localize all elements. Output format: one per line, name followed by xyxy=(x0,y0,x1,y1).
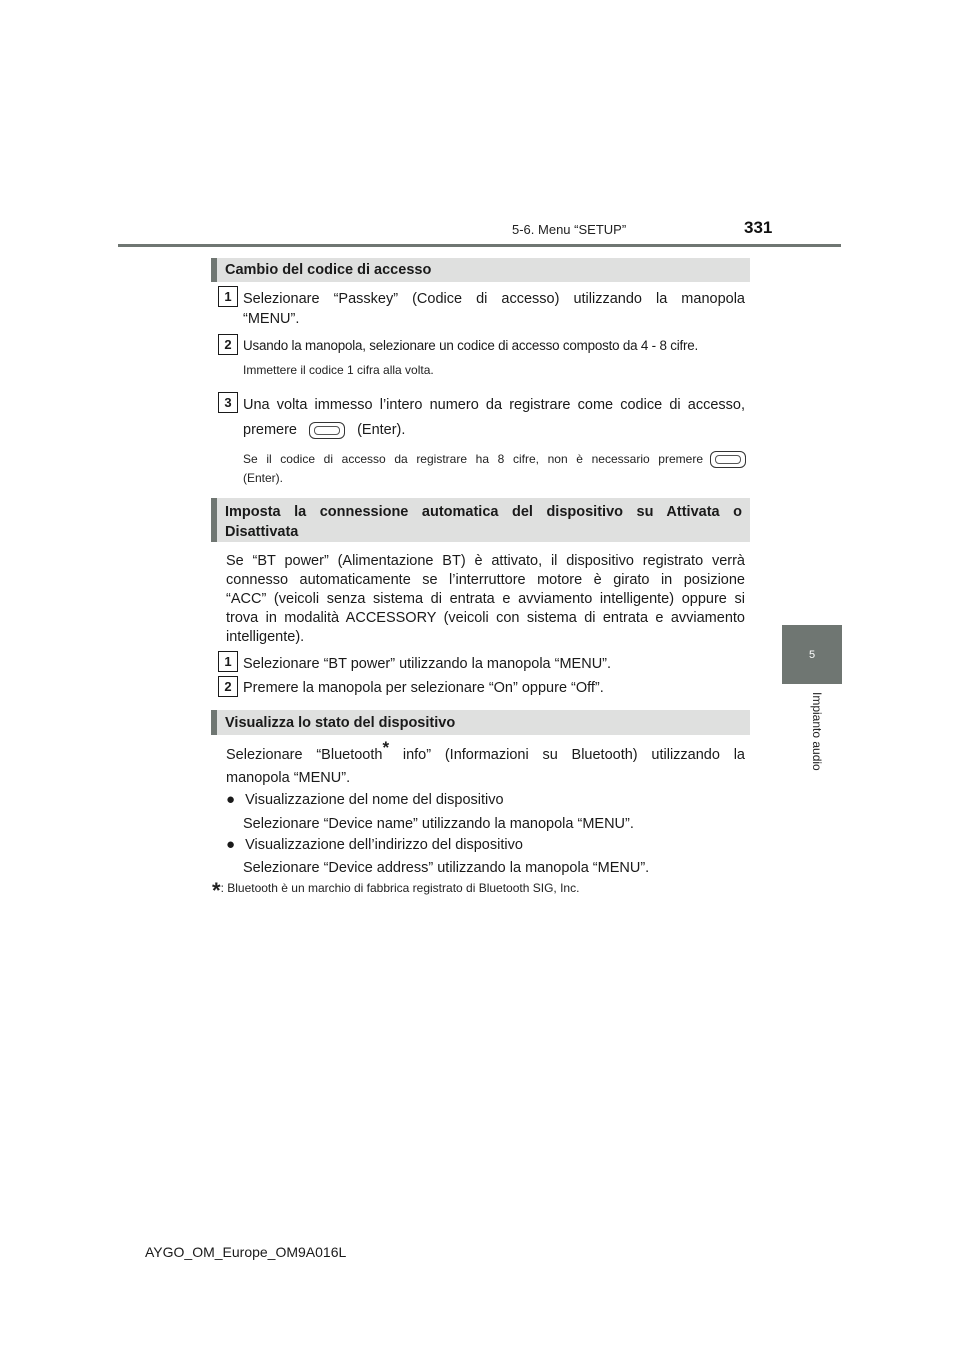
page-number: 331 xyxy=(744,218,773,237)
step-text: premere xyxy=(243,422,297,438)
bullet-icon: ● xyxy=(226,836,236,853)
step-note: Se il codice di accesso da registrare ha 8 cifre, non è necessario premere xyxy=(243,452,703,466)
footnote-star: * xyxy=(382,738,390,758)
chapter-label: Impianto audio xyxy=(810,692,824,771)
bullet-title: Visualizzazione dell’indirizzo del dispositivo xyxy=(245,837,523,853)
step-number: 1 xyxy=(218,286,238,307)
step-number: 2 xyxy=(218,334,238,355)
section-heading-passkey xyxy=(211,258,750,282)
step-number: 1 xyxy=(218,651,238,672)
step-text: Selezionare “BT power” utilizzando la manopola “MENU”. xyxy=(243,656,612,672)
step-number: 2 xyxy=(218,676,238,697)
header-divider xyxy=(118,244,841,247)
step-text: Una volta immesso l’intero numero da registrare come codice di accesso, xyxy=(243,397,745,413)
paragraph-line xyxy=(226,738,745,765)
paragraph-line: intelligente). xyxy=(226,629,305,645)
section-title: Cambio del codice di accesso xyxy=(225,262,432,278)
paragraph-text: Selezionare “Bluetooth xyxy=(226,747,383,763)
bullet-item xyxy=(226,790,504,810)
step-text: Premere la manopola per selezionare “On” oppure “Off”. xyxy=(243,680,604,696)
section-title: Visualizza lo stato del dispositivo xyxy=(225,715,456,731)
paragraph-text: info” (Informazioni su Bluetooth) utilizzando la xyxy=(389,747,745,763)
step-text: Usando la manopola, selezionare un codice di accesso composto da 4 - 8 cifre. xyxy=(243,338,699,353)
step-text-line2 xyxy=(243,421,405,440)
section-heading-auto-connect xyxy=(211,498,750,542)
paragraph-line: manopola “MENU”. xyxy=(226,770,351,786)
paragraph-line: connesso automaticamente se l’interruttore motore è girato in posizione xyxy=(226,572,745,588)
section-heading-device-status xyxy=(211,710,750,735)
bullet-title: Visualizzazione del nome del dispositivo xyxy=(245,792,504,808)
chapter-tab xyxy=(782,625,842,684)
section-title: Disattivata xyxy=(225,524,299,540)
bullet-icon: ● xyxy=(226,791,236,808)
chapter-number: 5 xyxy=(808,648,816,661)
bullet-item xyxy=(226,835,523,855)
section-title: Imposta la connessione automatica del dispositivo su Attivata o xyxy=(225,504,742,520)
bullet-detail: Selezionare “Device address” utilizzando la manopola “MENU”. xyxy=(243,860,650,876)
step-number: 3 xyxy=(218,392,238,413)
paragraph-line: trova in modalità ACCESSORY (veicoli con sistema di entrata e avviamento xyxy=(226,610,745,626)
section-header: 5-6. Menu “SETUP” xyxy=(512,222,627,237)
enter-button-icon xyxy=(309,422,345,439)
enter-button-icon xyxy=(710,451,746,468)
document-code: AYGO_OM_Europe_OM9A016L xyxy=(145,1244,347,1260)
bullet-detail: Selezionare “Device name” utilizzando la manopola “MENU”. xyxy=(243,816,634,832)
footnote-text: : Bluetooth è un marchio di fabbrica registrato di Bluetooth SIG, Inc. xyxy=(220,881,580,895)
footnote xyxy=(212,878,580,903)
paragraph-line: “ACC” (veicoli senza sistema di entrata e avviamento intelligente) oppure si xyxy=(226,591,745,607)
step-text: “MENU”. xyxy=(243,311,300,327)
step-note: Immettere il codice 1 cifra alla volta. xyxy=(243,363,434,377)
step-note: (Enter). xyxy=(243,471,284,485)
footnote-star: * xyxy=(212,878,221,903)
step-text: (Enter). xyxy=(357,422,406,438)
paragraph-line: Se “BT power” (Alimentazione BT) è attivato, il dispositivo registrato verrà xyxy=(226,553,745,569)
step-text: Selezionare “Passkey” (Codice di accesso) utilizzando la manopola xyxy=(243,291,745,307)
